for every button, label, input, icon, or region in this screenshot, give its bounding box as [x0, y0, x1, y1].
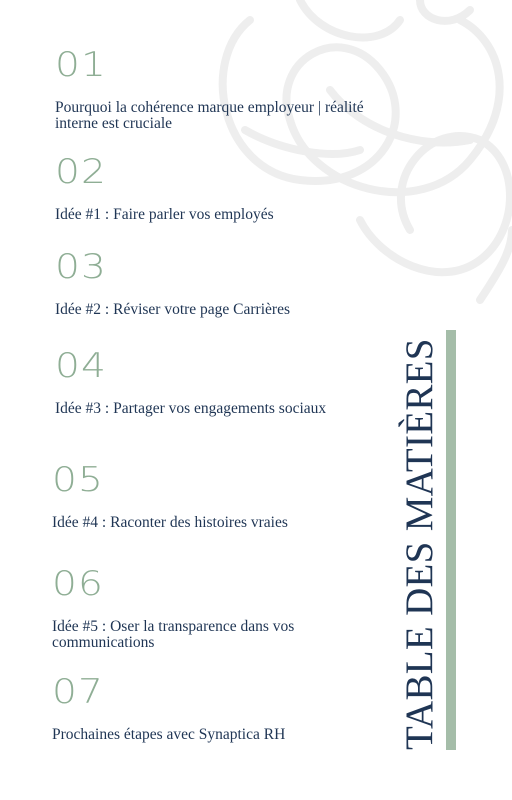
entry-title: Pourquoi la cohérence marque employeur | réalité interne est cruciale [55, 99, 364, 132]
toc-entry-2[interactable] [55, 152, 355, 223]
entry-number: 03 [55, 247, 108, 287]
accent-bar [446, 330, 456, 750]
toc-entry-4[interactable] [55, 346, 355, 417]
entry-title: Idée #2 : Réviser votre page Carrières [55, 301, 290, 318]
entry-number: 04 [55, 346, 108, 386]
toc-entry-1[interactable] [55, 45, 365, 132]
entry-title: Idée #5 : Oser la transparence dans vos communications [52, 618, 295, 651]
entry-number: 01 [55, 45, 108, 85]
entry-title: Idée #1 : Faire parler vos employés [55, 206, 274, 223]
toc-entry-6[interactable] [52, 564, 352, 651]
toc-entry-3[interactable] [55, 247, 355, 318]
entry-number: 02 [55, 152, 108, 192]
entry-number: 05 [52, 460, 105, 500]
entry-title: Prochaines étapes avec Synaptica RH [52, 726, 286, 743]
toc-heading: TABLE DES MATIÈRES [398, 338, 441, 750]
toc-entry-5[interactable] [52, 460, 352, 531]
entry-number: 06 [52, 564, 105, 604]
entry-number: 07 [52, 672, 105, 712]
toc-entry-7[interactable] [52, 672, 352, 743]
entry-title: Idée #3 : Partager vos engagements sociaux [55, 400, 327, 417]
entry-title: Idée #4 : Raconter des histoires vraies [52, 514, 288, 531]
